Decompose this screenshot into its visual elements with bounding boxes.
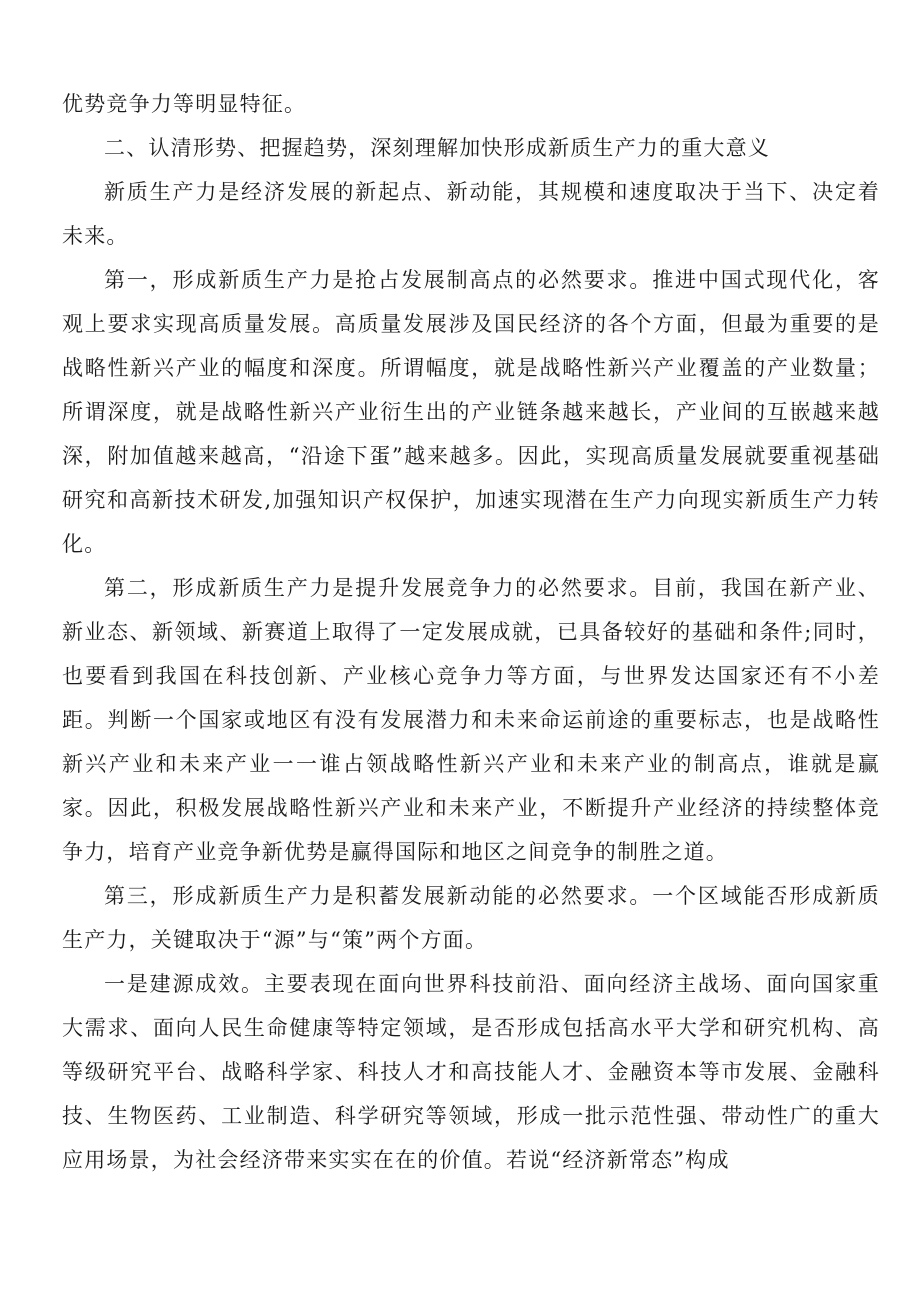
paragraph-intro: 新质生产力是经济发展的新起点、新动能，其规模和速度取决于当下、决定着未来。 xyxy=(62,180,880,248)
paragraph-source-effect: 一是建源成效。主要表现在面向世界科技前沿、面向经济主战场、面向国家重大需求、面向人民生命健康等特定领域，是否形成包括高水平大学和研究机构、高等级研究平台、战略科学家、科技人才和高技能人才、金融资本等市发展、金融科技、生物医药、工业制造、科学研究等领域，形成一批示范性强、带动性广的重大应用场景，为社会经济带来实实在在的价值。若说“经济新常态”构成 xyxy=(62,972,880,1172)
paragraph-first-point: 第一，形成新质生产力是抢占发展制高点的必然要求。推进中国式现代化，客观上要求实现高质量发展。高质量发展涉及国民经济的各个方面，但最为重要的是战略性新兴产业的幅度和深度。所谓幅度，就是战略性新兴产业覆盖的产业数量；所谓深度，就是战略性新兴产业衍生出的产业链条越来越长，产业间的互嵌越来越深，附加值越来越高，“沿途下蛋”越来越多。因此，实现高质量发展就要重视基础研究和高新技术研发,加强知识产权保护，加速实现潜在生产力向现实新质生产力转化。 xyxy=(62,268,880,556)
paragraph-third-point: 第三，形成新质生产力是积蓄发展新动能的必然要求。一个区域能否形成新质生产力，关键取决于“源”与“策”两个方面。 xyxy=(62,884,880,952)
document-page xyxy=(62,82,880,1182)
section-heading: 二、认清形势、把握趋势，深刻理解加快形成新质生产力的重大意义 xyxy=(104,136,770,160)
paragraph-second-point: 第二，形成新质生产力是提升发展竞争力的必然要求。目前，我国在新产业、新业态、新领域、新赛道上取得了一定发展成就，已具备较好的基础和条件;同时，也要看到我国在科技创新、产业核心竞争力等方面，与世界发达国家还有不小差距。判断一个国家或地区有没有发展潜力和未来命运前途的重要标志，也是战略性新兴产业和未来产业一一谁占领战略性新兴产业和未来产业的制高点，谁就是赢家。因此，积极发展战略性新兴产业和未来产业，不断提升产业经济的持续整体竞争力，培育产业竞争新优势是赢得国际和地区之间竞争的制胜之道。 xyxy=(62,576,880,864)
paragraph-continuation: 优势竞争力等明显特征。 xyxy=(62,92,307,116)
